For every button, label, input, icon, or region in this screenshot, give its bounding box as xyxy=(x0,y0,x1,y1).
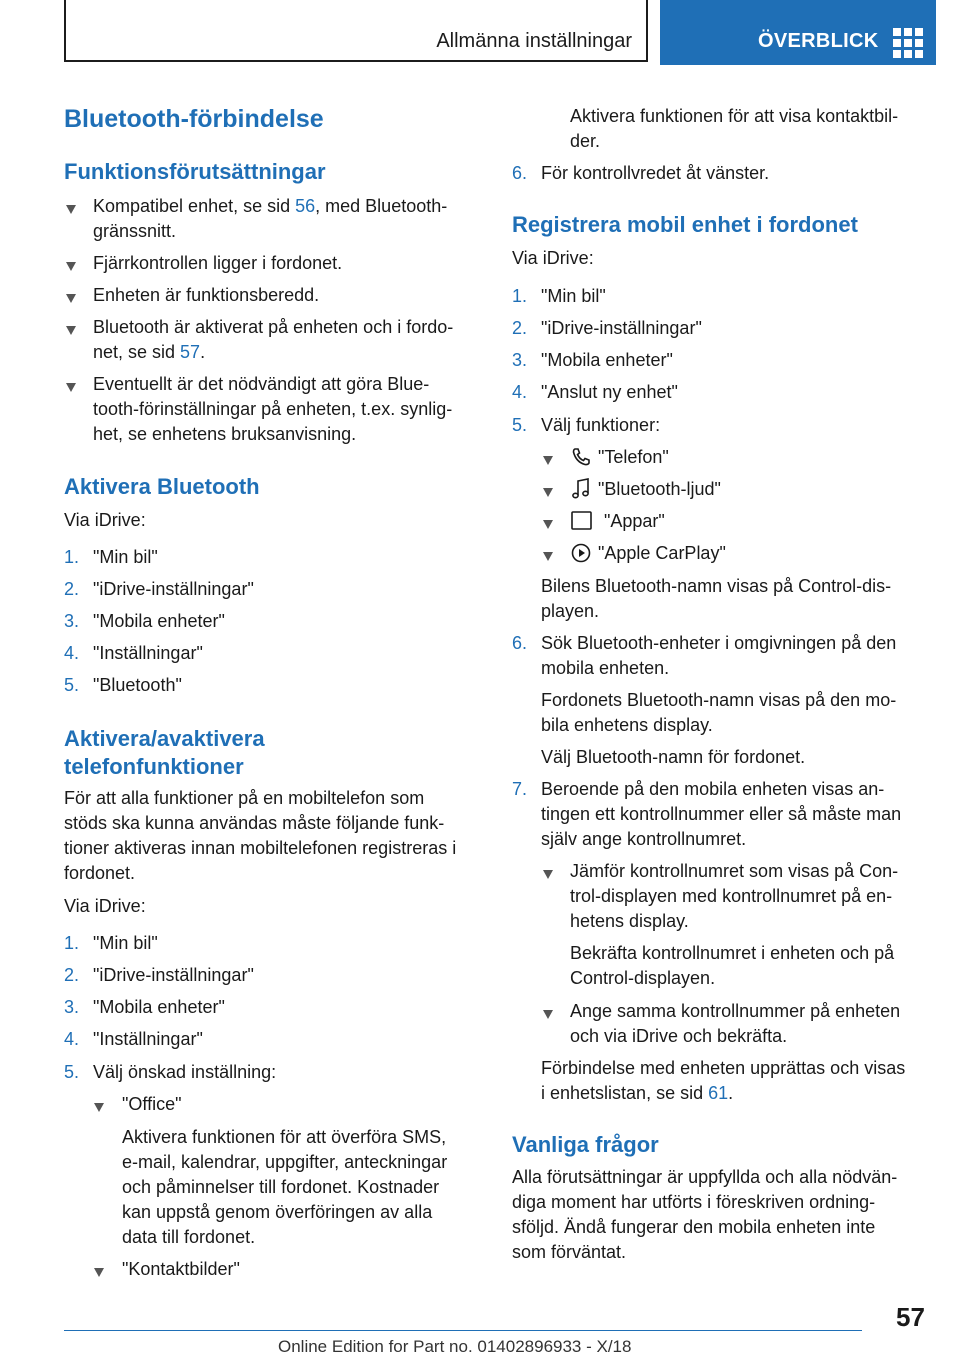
step-text: "Min bil" xyxy=(541,286,606,306)
bt-name-note: Bilens Bluetooth-namn visas på Control-dis- playen. xyxy=(541,576,892,621)
item-text: het, se enhetens bruksanvisning. xyxy=(93,424,357,444)
bullet-icon xyxy=(66,290,76,308)
carplay-icon xyxy=(570,542,592,564)
step-text: "Mobila enheter" xyxy=(541,350,673,370)
step-text: "Mobila enheter" xyxy=(93,997,225,1017)
step-text: "Min bil" xyxy=(93,933,158,953)
step-number: 6. xyxy=(512,163,528,183)
music-note-icon xyxy=(570,477,592,501)
heading-line: telefonfunktioner xyxy=(64,754,244,779)
step-text: "Min bil" xyxy=(93,547,158,567)
via-idrive-text: Via iDrive: xyxy=(64,896,146,916)
phone-icon xyxy=(570,446,592,468)
register-device-heading: Registrera mobil enhet i fordonet xyxy=(512,212,858,237)
via-idrive-text: Via iDrive: xyxy=(512,248,594,268)
list-item: Enheten är funktionsberedd. xyxy=(93,285,320,305)
page-number: 57 xyxy=(896,1302,925,1332)
page-link[interactable]: 57 xyxy=(180,342,201,362)
confirm-text: Bekräfta kontrollnumret i enheten och på Control-displayen. xyxy=(570,943,895,988)
function-carplay: "Apple CarPlay" xyxy=(598,543,726,563)
via-idrive-text: Via iDrive: xyxy=(64,510,146,530)
item-text: Eventuellt är det nödvändigt att göra Blue- xyxy=(93,374,430,394)
step-number: 3. xyxy=(64,611,80,631)
connection-note: Förbindelse med enheten upprättas och visas i enhetslistan, se sid 61. xyxy=(541,1058,906,1103)
page-link[interactable]: 56 xyxy=(295,196,316,216)
bullet-icon xyxy=(543,866,553,884)
item-text: , med Bluetooth- xyxy=(315,196,448,216)
list-item xyxy=(93,194,447,244)
faq-paragraph: Alla förutsättningar är uppfyllda och alla nödvän- diga moment har utförts i föreskriven ordning- sföljd. Ändå fungerar den mobila enheten inte som förväntat. xyxy=(512,1167,898,1262)
bullet-icon xyxy=(66,322,76,340)
list-item: Fjärrkontrollen ligger i fordonet. xyxy=(93,253,343,273)
header-section-box xyxy=(64,0,648,62)
prereq-heading: Funktionsförutsättningar xyxy=(64,159,326,184)
step-number: 4. xyxy=(512,382,528,402)
step-number: 6. xyxy=(512,633,528,653)
step-number: 1. xyxy=(64,547,80,567)
step-text: "Bluetooth" xyxy=(93,675,182,695)
step-number: 5. xyxy=(512,415,528,435)
faq-heading: Vanliga frågor xyxy=(512,1132,659,1157)
bullet-icon xyxy=(543,548,553,566)
step-text: "iDrive-inställningar" xyxy=(93,579,254,599)
list-item xyxy=(93,315,453,365)
grid-menu-icon xyxy=(893,28,923,58)
step-text: Välj funktioner: xyxy=(541,415,661,435)
step-text: "Mobila enheter" xyxy=(93,611,225,631)
item-text: net, se sid xyxy=(93,342,181,362)
step-text: "iDrive-inställningar" xyxy=(541,318,702,338)
activate-bluetooth-heading: Aktivera Bluetooth xyxy=(64,474,260,499)
bullet-icon xyxy=(543,484,553,502)
step-number: 2. xyxy=(512,318,528,338)
overview-nav-button[interactable] xyxy=(660,0,936,65)
header-section-title: Allmänna inställningar xyxy=(436,30,632,52)
bullet-icon xyxy=(543,1006,553,1024)
overview-nav-label: ÖVERBLICK xyxy=(758,30,879,52)
contacts-option-label: "Kontaktbilder" xyxy=(122,1259,240,1279)
step-number: 4. xyxy=(64,643,80,663)
apps-icon xyxy=(570,510,594,532)
bullet-icon xyxy=(543,516,553,534)
step-text: För kontrollvredet åt vänster. xyxy=(541,163,770,183)
compare-text: Jämför kontrollnumret som visas på Con- trol-displayen med kontrollnumret på en- hetens display. xyxy=(570,861,899,931)
step-text: "Inställningar" xyxy=(93,643,203,663)
step-text: Beroende på den mobila enheten visas an- tingen ett kontrollnummer eller så måste man själv ange kontrollnumret. xyxy=(541,779,902,849)
item-text: tooth-förinställningar på enheten, t.ex. synlig- xyxy=(93,399,453,419)
step-number: 3. xyxy=(64,997,80,1017)
phone-functions-heading xyxy=(64,725,265,781)
step-number: 3. xyxy=(512,350,528,370)
step-number: 7. xyxy=(512,779,528,799)
item-text: . xyxy=(200,342,206,362)
step-number: 5. xyxy=(64,675,80,695)
contacts-description: Aktivera funktionen för att visa kontaktbil- der. xyxy=(570,106,899,151)
step-text: Sök Bluetooth-enheter i omgivningen på den mobila enheten. xyxy=(541,633,897,678)
step-number: 4. xyxy=(64,1029,80,1049)
step-number: 1. xyxy=(512,286,528,306)
page-title: Bluetooth-förbindelse xyxy=(64,105,324,133)
enter-same-text: Ange samma kontrollnummer på enheten och via iDrive och bekräfta. xyxy=(570,1001,901,1046)
choose-name-text: Välj Bluetooth-namn för fordonet. xyxy=(541,747,806,767)
bullet-icon xyxy=(66,258,76,276)
step-text: "Anslut ny enhet" xyxy=(541,382,678,402)
list-item xyxy=(93,372,452,447)
office-description: Aktivera funktionen för att överföra SMS, e-mail, kalendrar, uppgifter, anteckningar och påminnelser till fordonet. Kostnader kan uppstå genom överföringen av alla data till fordonet. xyxy=(122,1127,448,1247)
bullet-icon xyxy=(94,1099,104,1117)
step-text: "Inställningar" xyxy=(93,1029,203,1049)
office-option-label: "Office" xyxy=(122,1094,182,1114)
heading-line: Aktivera/avaktivera xyxy=(64,726,265,751)
step-text: "iDrive-inställningar" xyxy=(93,965,254,985)
item-text: Kompatibel enhet, se sid xyxy=(93,196,296,216)
step-number: 2. xyxy=(64,579,80,599)
bullet-icon xyxy=(66,201,76,219)
step-text: Välj önskad inställning: xyxy=(93,1062,277,1082)
step-number: 1. xyxy=(64,933,80,953)
function-bluetooth-audio: "Bluetooth-ljud" xyxy=(598,479,721,499)
phone-intro-paragraph: För att alla funktioner på en mobiltelefon som stöds ska kunna användas måste följande funk- tioner aktiveras innan mobiltelefonen registreras i fordonet. xyxy=(64,788,457,883)
vehicle-name-note: Fordonets Bluetooth-namn visas på den mo- bila enhetens display. xyxy=(541,690,897,735)
bullet-icon xyxy=(94,1264,104,1282)
step-number: 5. xyxy=(64,1062,80,1082)
function-apps: "Appar" xyxy=(604,511,665,531)
edition-text: Online Edition for Part no. 01402896933 - X/18 xyxy=(278,1337,632,1356)
bullet-icon xyxy=(543,452,553,470)
item-text: gränssnitt. xyxy=(93,221,177,241)
bullet-icon xyxy=(66,379,76,397)
page-link[interactable]: 61 xyxy=(708,1083,729,1103)
function-telefon: "Telefon" xyxy=(598,447,669,467)
step-number: 2. xyxy=(64,965,80,985)
item-text: Bluetooth är aktiverat på enheten och i fordo- xyxy=(93,317,454,337)
footer-divider xyxy=(64,1330,862,1331)
